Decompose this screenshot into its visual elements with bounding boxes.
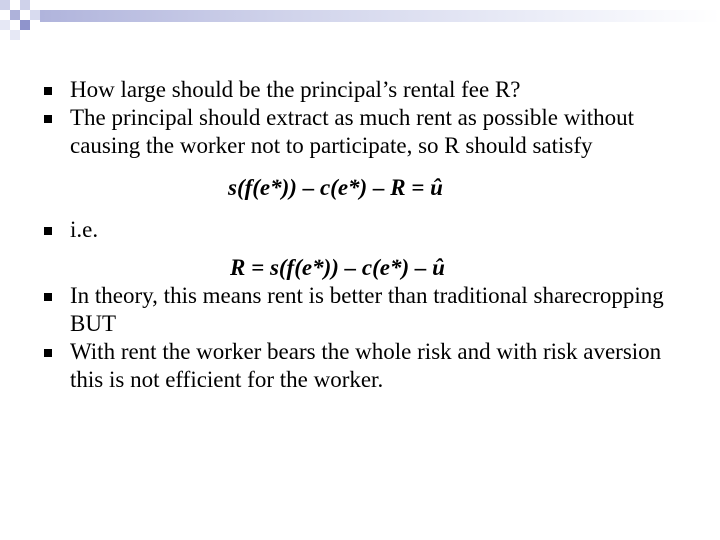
bullet-item: [40, 282, 680, 338]
square-bullet-icon: [44, 349, 52, 357]
decor-square: [10, 30, 20, 40]
decor-square: [30, 0, 40, 10]
square-bullet-icon: [44, 87, 52, 95]
decor-square: [10, 10, 20, 20]
decor-square: [30, 10, 40, 20]
decor-square: [0, 10, 10, 20]
participation-equation: s(f(e*)) – c(e*) – R = û: [228, 175, 443, 200]
bullet-text: i.e.: [70, 217, 99, 242]
decor-square: [20, 10, 30, 20]
bullet-text: How large should be the principal’s rental fee R?: [70, 77, 521, 102]
decor-square: [0, 20, 10, 30]
bullet-item: [40, 76, 680, 104]
decor-square: [10, 20, 20, 30]
header-decoration: [0, 0, 720, 40]
square-bullet-icon: [44, 227, 52, 235]
square-bullet-icon: [44, 293, 52, 301]
decor-square: [0, 0, 10, 10]
slide-content: [40, 76, 680, 394]
bullet-item: [40, 216, 680, 244]
decor-square: [20, 20, 30, 30]
bullet-text: With rent the worker bears the whole risk and with risk aversion this is not efficient for the worker.: [70, 339, 662, 392]
decor-square: [30, 20, 40, 30]
bullet-item: [40, 104, 680, 160]
header-gradient-bar: [40, 10, 720, 22]
decor-square: [20, 0, 30, 10]
rent-equation: R = s(f(e*)) – c(e*) – û: [230, 255, 445, 280]
decor-square: [10, 0, 20, 10]
bullet-item: [40, 338, 680, 394]
square-bullet-icon: [44, 115, 52, 123]
decor-square: [20, 30, 30, 40]
bullet-text: In theory, this means rent is better than traditional sharecropping BUT: [70, 283, 664, 336]
bullet-text: The principal should extract as much rent as possible without causing the worker not to participate, so R should satisfy: [70, 105, 635, 158]
